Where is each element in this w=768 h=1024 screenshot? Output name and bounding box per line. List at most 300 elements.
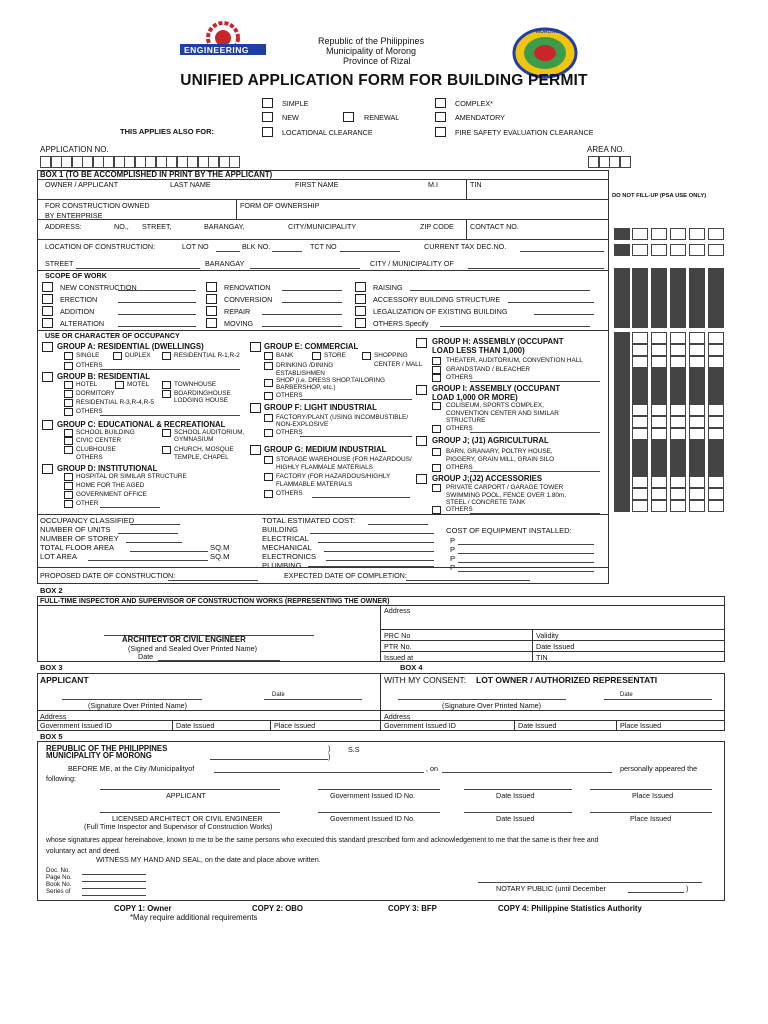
psa-cell-gray[interactable]: [651, 380, 667, 392]
e-bank-checkbox[interactable]: [264, 352, 273, 360]
application-no-cell[interactable]: [145, 156, 156, 168]
application-no-cell[interactable]: [40, 156, 51, 168]
box3-address-label: Address: [40, 712, 67, 721]
psa-cell-gray[interactable]: [670, 368, 686, 380]
group-d-title: GROUP D: INSTITUTIONAL: [57, 464, 158, 473]
psa-cell-gray[interactable]: [708, 440, 724, 452]
construction-owned-label: FOR CONSTRUCTION OWNED: [45, 201, 150, 210]
b-boarding-checkbox[interactable]: [162, 390, 171, 398]
psa-cell-gray[interactable]: [670, 464, 686, 476]
d-other-checkbox[interactable]: [64, 500, 73, 508]
psa-cell[interactable]: [651, 476, 667, 488]
group-j2-checkbox[interactable]: [416, 474, 427, 484]
psa-cell[interactable]: [708, 488, 724, 500]
psa-cell[interactable]: [670, 488, 686, 500]
group-e-checkbox[interactable]: [250, 342, 261, 352]
j1-barn-label: BARN, GRANARY, POLTRY HOUSE,: [446, 448, 553, 455]
psa-cell-gray[interactable]: [689, 316, 705, 328]
psa-cell[interactable]: [632, 356, 648, 368]
psa-cell-gray[interactable]: [651, 304, 667, 316]
psa-cell-gray[interactable]: [670, 392, 686, 404]
c-club-checkbox[interactable]: [64, 446, 73, 454]
group-b-checkbox[interactable]: [42, 372, 53, 382]
b-boarding-label: BOARDINGHOUSE: [174, 390, 231, 397]
e-drinking-checkbox[interactable]: [264, 362, 273, 370]
repair-checkbox[interactable]: [206, 306, 217, 316]
prc-label: PRC No: [384, 631, 411, 640]
full-time-inspector-label: (Full Time Inspector and Supervisor of Construction Works): [84, 822, 273, 831]
application-no-cell[interactable]: [124, 156, 135, 168]
c-club-label: CLUBHOUSE: [76, 446, 116, 453]
psa-cell[interactable]: [670, 416, 686, 428]
renewal-checkbox[interactable]: [343, 112, 354, 122]
psa-cell-gray[interactable]: [689, 280, 705, 292]
scope-others-checkbox[interactable]: [355, 318, 366, 328]
psa-cell-gray[interactable]: [670, 440, 686, 452]
location-label: LOCATION OF CONSTRUCTION:: [45, 242, 156, 251]
d-gov-checkbox[interactable]: [64, 491, 73, 499]
complex-checkbox[interactable]: [435, 98, 446, 108]
psa-cell-gray[interactable]: [689, 464, 705, 476]
psa-cell[interactable]: [632, 428, 648, 440]
psa-cell[interactable]: [670, 228, 686, 240]
psa-cell-gray[interactable]: [670, 268, 686, 280]
application-no-cell[interactable]: [208, 156, 219, 168]
address-label: ADDRESS:: [45, 222, 82, 231]
psa-cell-gray: [614, 392, 630, 404]
group-h-title2: LOAD LESS THAN 1,000): [432, 346, 525, 355]
psa-cell-gray[interactable]: [651, 440, 667, 452]
cost-electronics-label: ELECTRONICS: [262, 552, 317, 561]
seal-text: MORONG: [536, 29, 560, 35]
g-others-label: OTHERS: [276, 490, 303, 497]
application-no-cell[interactable]: [114, 156, 125, 168]
area-no-cell[interactable]: [599, 156, 610, 168]
psa-cell[interactable]: [651, 416, 667, 428]
psa-cell[interactable]: [708, 332, 724, 344]
psa-cell-gray[interactable]: [632, 392, 648, 404]
moving-checkbox[interactable]: [206, 318, 217, 328]
psa-cell-gray[interactable]: [651, 280, 667, 292]
e-shop-checkbox[interactable]: [264, 379, 273, 387]
psa-cell-gray[interactable]: [708, 452, 724, 464]
new-checkbox[interactable]: [262, 112, 273, 122]
b-townhouse-checkbox[interactable]: [162, 381, 171, 389]
e-shopping-checkbox[interactable]: [362, 352, 371, 360]
psa-cell-gray[interactable]: [689, 392, 705, 404]
psa-cell-gray[interactable]: [708, 292, 724, 304]
d-home-checkbox[interactable]: [64, 482, 73, 490]
legalization-checkbox[interactable]: [355, 306, 366, 316]
raising-label: RAISING: [373, 283, 403, 292]
a-duplex-checkbox[interactable]: [113, 352, 122, 360]
underline: [534, 314, 594, 315]
f-factory-checkbox[interactable]: [264, 414, 273, 422]
psa-cell[interactable]: [708, 476, 724, 488]
series-label: Series of: [46, 888, 71, 895]
psa-cell-gray[interactable]: [651, 316, 667, 328]
psa-cell[interactable]: [651, 332, 667, 344]
psa-cell[interactable]: [670, 332, 686, 344]
j2-others-label: OTHERS: [446, 506, 473, 513]
psa-cell-gray[interactable]: [708, 464, 724, 476]
a-res-label: RESIDENTIAL R-1,R-2: [174, 352, 240, 359]
psa-cell-gray[interactable]: [689, 292, 705, 304]
psa-cell[interactable]: [632, 404, 648, 416]
repair-label: REPAIR: [224, 307, 251, 316]
group-g-title: GROUP G: MEDIUM INDUSTRIAL: [264, 445, 387, 454]
psa-cell-gray[interactable]: [708, 316, 724, 328]
psa-cell-gray[interactable]: [708, 380, 724, 392]
psa-cell-gray[interactable]: [708, 392, 724, 404]
psa-cell-gray[interactable]: [689, 440, 705, 452]
equip-p-2: P: [450, 545, 456, 554]
box2-title: FULL-TIME INSPECTOR AND SUPERVISOR OF CONSTRUCTION WORKS (REPRESENTING THE OWNER): [40, 598, 390, 605]
box4-gov-id-label: Government Issued ID: [384, 721, 456, 730]
occupancy-title: USE OR CHARACTER OF OCCUPANCY: [45, 331, 180, 340]
psa-cell-gray[interactable]: [632, 452, 648, 464]
floor-sqm-label: SQ.M: [210, 543, 230, 552]
g-factory-checkbox[interactable]: [264, 473, 273, 481]
box5-gov-id-label-1: Government Issued ID No.: [330, 791, 416, 800]
psa-cell[interactable]: [632, 416, 648, 428]
amendatory-checkbox[interactable]: [435, 112, 446, 122]
application-no-cell[interactable]: [103, 156, 114, 168]
box2-date-issued-label: Date Issued: [536, 642, 575, 651]
psa-cell[interactable]: [708, 404, 724, 416]
underline: [100, 507, 160, 508]
h-theater-checkbox[interactable]: [432, 357, 441, 365]
psa-cell[interactable]: [651, 244, 667, 256]
box4-date-issued-label: Date Issued: [518, 721, 557, 730]
psa-cell[interactable]: [651, 428, 667, 440]
address-no: NO.,: [114, 222, 129, 231]
licensed-architect-label: LICENSED ARCHITECT OR CIVIL ENGINEER: [112, 814, 263, 823]
psa-cell[interactable]: [651, 356, 667, 368]
psa-cell-gray[interactable]: [689, 304, 705, 316]
psa-cell[interactable]: [708, 416, 724, 428]
psa-cell[interactable]: [632, 488, 648, 500]
psa-cell[interactable]: [632, 476, 648, 488]
group-d-checkbox[interactable]: [42, 464, 53, 474]
applicant-label: APPLICANT: [40, 675, 89, 685]
underline: [118, 326, 196, 327]
box5-label: BOX 5: [40, 732, 63, 741]
psa-cell-gray[interactable]: [651, 464, 667, 476]
application-no-cell[interactable]: [93, 156, 104, 168]
application-no-cell[interactable]: [177, 156, 188, 168]
applies-also-label: THIS APPLIES ALSO FOR:: [120, 127, 215, 136]
book-no-label: Book No.: [46, 881, 72, 888]
accessory-building-label: ACCESSORY BUILDING STRUCTURE: [373, 295, 501, 304]
psa-cell-gray[interactable]: [689, 452, 705, 464]
area-no-cell[interactable]: [620, 156, 631, 168]
e-shop-label: SHOP (i.e. DRESS SHOP,TAILORING: [276, 377, 386, 384]
appeared-text: personally appeared the: [620, 764, 698, 773]
f-others-checkbox[interactable]: [264, 429, 273, 437]
g-storage-checkbox[interactable]: [264, 456, 273, 464]
j1-barn-checkbox[interactable]: [432, 448, 441, 456]
psa-cell[interactable]: [689, 244, 705, 256]
psa-cell[interactable]: [689, 228, 705, 240]
c-church-checkbox[interactable]: [162, 446, 171, 454]
psa-cell-gray[interactable]: [632, 368, 648, 380]
psa-cell[interactable]: [689, 332, 705, 344]
psa-cell[interactable]: [689, 416, 705, 428]
psa-cell[interactable]: [689, 488, 705, 500]
psa-cell-gray[interactable]: [708, 368, 724, 380]
underline: [118, 533, 178, 534]
lot-owner-label: LOT OWNER / AUTHORIZED REPRESENTATI: [476, 675, 658, 685]
psa-cell[interactable]: [689, 476, 705, 488]
municipality-text: Municipality of Morong: [326, 46, 417, 56]
psa-cell-gray[interactable]: [632, 316, 648, 328]
psa-cell[interactable]: [670, 500, 686, 512]
application-no-cell[interactable]: [219, 156, 230, 168]
psa-cell-gray[interactable]: [632, 280, 648, 292]
underline: [312, 497, 410, 498]
psa-cell[interactable]: [651, 228, 667, 240]
a-res-checkbox[interactable]: [162, 352, 171, 360]
b-dormitory-checkbox[interactable]: [64, 390, 73, 398]
underline: [440, 326, 590, 327]
h-grand-checkbox[interactable]: [432, 366, 441, 374]
c-others-label: OTHERS: [76, 454, 103, 461]
psa-cell[interactable]: [670, 428, 686, 440]
psa-cell[interactable]: [670, 244, 686, 256]
psa-cell-gray[interactable]: [689, 368, 705, 380]
underline: [118, 302, 196, 303]
j2-steel-label: STEEL / CONCRETE TANK: [446, 499, 526, 506]
c-school-checkbox[interactable]: [64, 429, 73, 437]
psa-cell-gray[interactable]: [708, 268, 724, 280]
underline: [100, 369, 240, 370]
j2-swim-label: SWIMMING POOL, FENCE OVER 1.80m,: [446, 492, 567, 499]
b-hotel-checkbox[interactable]: [64, 381, 73, 389]
renovation-label: RENOVATION: [224, 283, 271, 292]
group-j1-checkbox[interactable]: [416, 436, 427, 446]
group-b-title: GROUP B: RESIDENTIAL: [57, 372, 150, 381]
psa-cell-gray[interactable]: [670, 452, 686, 464]
psa-cell-gray[interactable]: [632, 380, 648, 392]
psa-cell-gray[interactable]: [670, 292, 686, 304]
psa-cell-gray[interactable]: [632, 440, 648, 452]
fire-checkbox[interactable]: [435, 127, 446, 137]
box3-gov-id-label: Government Issued ID: [40, 721, 112, 730]
c-aud-checkbox[interactable]: [162, 429, 171, 437]
h-others-label: OTHERS: [446, 374, 473, 381]
form-ownership-label: FORM OF OWNERSHIP: [240, 201, 320, 210]
validity-label: Validity: [536, 631, 559, 640]
psa-cell-gray[interactable]: [708, 280, 724, 292]
underline: [508, 302, 594, 303]
g-flam-label: FLAMMABLE MATERIALS: [276, 481, 353, 488]
psa-cell[interactable]: [632, 228, 648, 240]
box5-place-issued-label-2: Place Issued: [630, 814, 672, 823]
psa-cell[interactable]: [708, 344, 724, 356]
psa-cell[interactable]: [632, 332, 648, 344]
box4-address-label: Address: [384, 712, 411, 721]
application-no-cell[interactable]: [82, 156, 93, 168]
psa-cell[interactable]: [708, 428, 724, 440]
j2-priv-label: PRIVATE CARPORT / GARAGE TOWER: [446, 484, 564, 491]
psa-cell[interactable]: [670, 476, 686, 488]
engineering-logo: [178, 18, 268, 68]
c-aud-label: SCHOOL AUDITORIUM,: [174, 429, 245, 436]
b-motel-label: MOTEL: [127, 381, 150, 388]
group-f-checkbox[interactable]: [250, 403, 261, 413]
application-no-cell[interactable]: [72, 156, 83, 168]
psa-cell-gray[interactable]: [708, 304, 724, 316]
application-no-cell[interactable]: [166, 156, 177, 168]
group-a-checkbox[interactable]: [42, 342, 53, 352]
psa-cell[interactable]: [632, 344, 648, 356]
psa-cell[interactable]: [689, 500, 705, 512]
psa-cell-gray: [614, 416, 630, 428]
accessory-building-checkbox[interactable]: [355, 294, 366, 304]
psa-cell[interactable]: [632, 244, 648, 256]
raising-checkbox[interactable]: [355, 282, 366, 292]
box2-label: BOX 2: [40, 586, 63, 595]
psa-cell[interactable]: [708, 228, 724, 240]
box5-paren-1: ): [328, 744, 331, 753]
group-g-checkbox[interactable]: [250, 445, 261, 455]
j1-others-checkbox[interactable]: [432, 464, 441, 472]
on-text: , on: [426, 764, 438, 773]
application-no-cell[interactable]: [229, 156, 240, 168]
b-motel-checkbox[interactable]: [115, 381, 124, 389]
psa-cell[interactable]: [651, 344, 667, 356]
psa-cell[interactable]: [632, 500, 648, 512]
psa-cell[interactable]: [708, 500, 724, 512]
locational-checkbox[interactable]: [262, 127, 273, 137]
psa-cell[interactable]: [689, 356, 705, 368]
e-others-checkbox[interactable]: [264, 392, 273, 400]
erection-checkbox[interactable]: [42, 294, 53, 304]
simple-checkbox[interactable]: [262, 98, 273, 108]
group-i-checkbox[interactable]: [416, 385, 427, 395]
psa-cell[interactable]: [651, 404, 667, 416]
psa-cell-gray[interactable]: [632, 464, 648, 476]
j2-others-checkbox[interactable]: [432, 506, 441, 514]
c-civic-label: CIVIC CENTER: [76, 437, 122, 444]
renovation-checkbox[interactable]: [206, 282, 217, 292]
underline: [282, 302, 342, 303]
conversion-checkbox[interactable]: [206, 294, 217, 304]
scope-title: SCOPE OF WORK: [45, 271, 107, 280]
underline: [368, 524, 428, 525]
new-construction-checkbox[interactable]: [42, 282, 53, 292]
units-label: NUMBER OF UNITS: [40, 525, 111, 534]
j1-others-label: OTHERS: [446, 464, 473, 471]
psa-cell-gray[interactable]: [670, 316, 686, 328]
i-coliseum-checkbox[interactable]: [432, 402, 441, 410]
box3-label: BOX 3: [40, 663, 63, 672]
a-others-checkbox[interactable]: [64, 362, 73, 370]
psa-cell-gray[interactable]: [632, 292, 648, 304]
application-no-cell[interactable]: [198, 156, 209, 168]
psa-cell-gray[interactable]: [632, 304, 648, 316]
psa-cell-gray[interactable]: [651, 368, 667, 380]
last-name-label: LAST NAME: [170, 180, 211, 189]
psa-cell-gray[interactable]: [651, 292, 667, 304]
application-no-cell[interactable]: [135, 156, 146, 168]
psa-cell[interactable]: [670, 356, 686, 368]
psa-cell-gray: [614, 304, 630, 316]
psa-cell[interactable]: [708, 244, 724, 256]
d-hospital-checkbox[interactable]: [64, 473, 73, 481]
group-e-title: GROUP E: COMMERCIAL: [264, 342, 359, 351]
alteration-checkbox[interactable]: [42, 318, 53, 328]
underline: [318, 542, 434, 543]
group-h-checkbox[interactable]: [416, 338, 427, 348]
psa-cell-gray[interactable]: [651, 392, 667, 404]
application-no-cell[interactable]: [156, 156, 167, 168]
psa-cell-gray[interactable]: [689, 380, 705, 392]
storey-label: NUMBER OF STOREY: [40, 534, 119, 543]
j2-priv-checkbox[interactable]: [432, 484, 441, 492]
psa-cell-gray[interactable]: [651, 452, 667, 464]
area-no-cell[interactable]: [588, 156, 599, 168]
c-civic-checkbox[interactable]: [64, 437, 73, 445]
b-others-checkbox[interactable]: [64, 408, 73, 416]
group-c-checkbox[interactable]: [42, 420, 53, 430]
psa-cell-gray[interactable]: [670, 380, 686, 392]
psa-cell[interactable]: [670, 404, 686, 416]
psa-cell[interactable]: [651, 500, 667, 512]
psa-cell-gray[interactable]: [670, 304, 686, 316]
voluntary-text: voluntary act and deed.: [46, 846, 121, 855]
box3-signature-label: (Signature Over Printed Name): [88, 701, 188, 710]
psa-cell[interactable]: [708, 356, 724, 368]
addition-checkbox[interactable]: [42, 306, 53, 316]
psa-cell[interactable]: [689, 344, 705, 356]
psa-cell-gray[interactable]: [670, 280, 686, 292]
group-j1-title: GROUP J; (J1) AGRICULTURAL: [432, 436, 549, 445]
psa-cell-gray: [614, 316, 630, 328]
psa-cell[interactable]: [651, 488, 667, 500]
equip-p-3: P: [450, 554, 456, 563]
a-single-checkbox[interactable]: [64, 352, 73, 360]
box5-republic: REPUBLIC OF THE PHILIPPINES: [46, 744, 168, 753]
c-temple-label: TEMPLE, CHAPEL: [174, 454, 229, 461]
psa-cell[interactable]: [689, 404, 705, 416]
application-no-cell[interactable]: [51, 156, 62, 168]
group-i-title2: LOAD 1,000 OR MORE): [432, 393, 518, 402]
box5-date-issued-label-2: Date Issued: [496, 814, 535, 823]
application-no-cell[interactable]: [61, 156, 72, 168]
b-res-checkbox[interactable]: [64, 399, 73, 407]
locational-label: LOCATIONAL CLEARANCE: [282, 128, 373, 137]
area-no-cell[interactable]: [609, 156, 620, 168]
h-others-checkbox[interactable]: [432, 374, 441, 382]
i-others-checkbox[interactable]: [432, 425, 441, 433]
equip-p-1: P: [450, 536, 456, 545]
psa-cell-gray[interactable]: [689, 268, 705, 280]
underline: [410, 290, 590, 291]
psa-cell-gray[interactable]: [651, 268, 667, 280]
c-gym-label: GYMNASIUM: [174, 436, 214, 443]
psa-cell[interactable]: [689, 428, 705, 440]
psa-cell-gray[interactable]: [632, 268, 648, 280]
owner-label: OWNER / APPLICANT: [45, 180, 119, 189]
e-store-checkbox[interactable]: [312, 352, 321, 360]
box5-gov-id-label-2: Government Issued ID No.: [330, 814, 416, 823]
application-no-cell[interactable]: [187, 156, 198, 168]
psa-cell[interactable]: [670, 344, 686, 356]
g-others-checkbox[interactable]: [264, 490, 273, 498]
psa-cell-gray: [614, 368, 630, 380]
